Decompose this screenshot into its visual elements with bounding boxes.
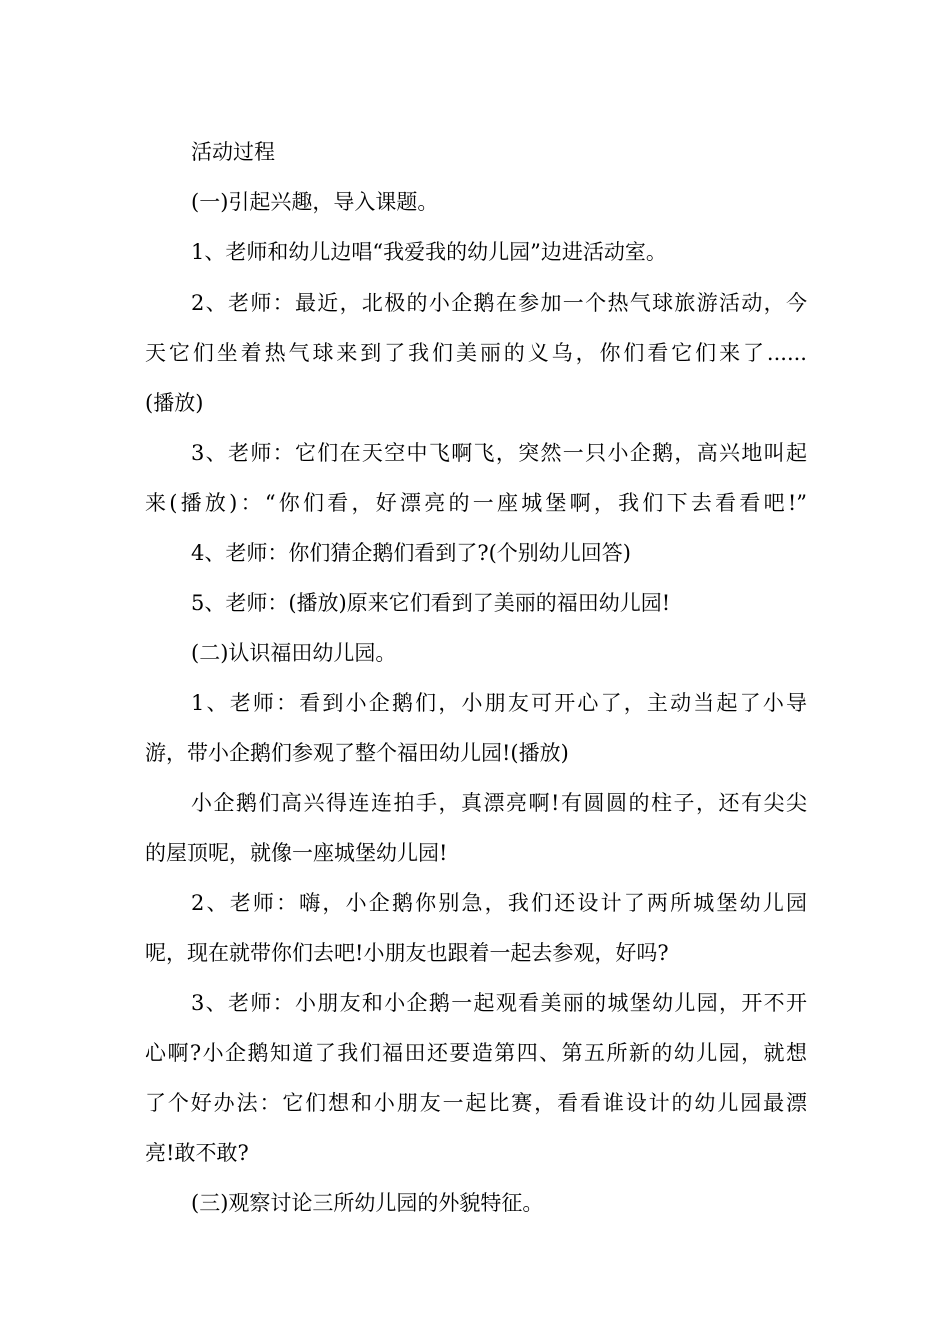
paragraph-line: 5、老师：(播放)原来它们看到了美丽的福田幼儿园! — [191, 591, 671, 615]
paragraph-line: 呢，现在就带你们去吧!小朋友也跟着一起去参观，好吗? — [145, 941, 669, 965]
subsection-heading: (一)引起兴趣，导入课题。 — [191, 190, 439, 214]
paragraph-line: 3、老师：小朋友和小企鹅一起观看美丽的城堡幼儿园，开不开 — [191, 991, 807, 1015]
paragraph-line: 来(播放)：“你们看，好漂亮的一座城堡啊，我们下去看看吧!” — [145, 491, 807, 515]
paragraph-line: 心啊?小企鹅知道了我们福田还要造第四、第五所新的幼儿园，就想 — [145, 1041, 807, 1065]
paragraph-line: 了个好办法：它们想和小朋友一起比赛，看看谁设计的幼儿园最漂 — [145, 1091, 807, 1115]
paragraph-line: 4、老师：你们猜企鹅们看到了?(个别幼儿回答) — [191, 541, 632, 565]
paragraph-line: 的屋顶呢，就像一座城堡幼儿园! — [145, 841, 448, 865]
paragraph-line: 小企鹅们高兴得连连拍手，真漂亮啊!有圆圆的柱子，还有尖尖 — [191, 791, 807, 815]
paragraph-line: 2、老师：嗨，小企鹅你别急，我们还设计了两所城堡幼儿园 — [191, 891, 807, 915]
paragraph-line: 2、老师：最近，北极的小企鹅在参加一个热气球旅游活动，今 — [191, 291, 807, 315]
paragraph-line: 1、老师：看到小企鹅们，小朋友可开心了，主动当起了小导 — [191, 691, 807, 715]
subsection-heading: (三)观察讨论三所幼儿园的外貌特征。 — [191, 1191, 544, 1215]
paragraph-line: 天它们坐着热气球来到了我们美丽的义乌，你们看它们来了...... — [145, 341, 807, 365]
paragraph-line: 1、老师和幼儿边唱“我爱我的幼儿园”边进活动室。 — [191, 240, 667, 264]
section-heading: 活动过程 — [191, 140, 275, 164]
paragraph-line: (播放) — [145, 391, 204, 415]
paragraph-line: 3、老师：它们在天空中飞啊飞，突然一只小企鹅，高兴地叫起 — [191, 441, 807, 465]
subsection-heading: (二)认识福田幼儿园。 — [191, 641, 397, 665]
paragraph-line: 亮!敢不敢? — [145, 1141, 249, 1165]
paragraph-line: 游，带小企鹅们参观了整个福田幼儿园!(播放) — [145, 741, 569, 765]
